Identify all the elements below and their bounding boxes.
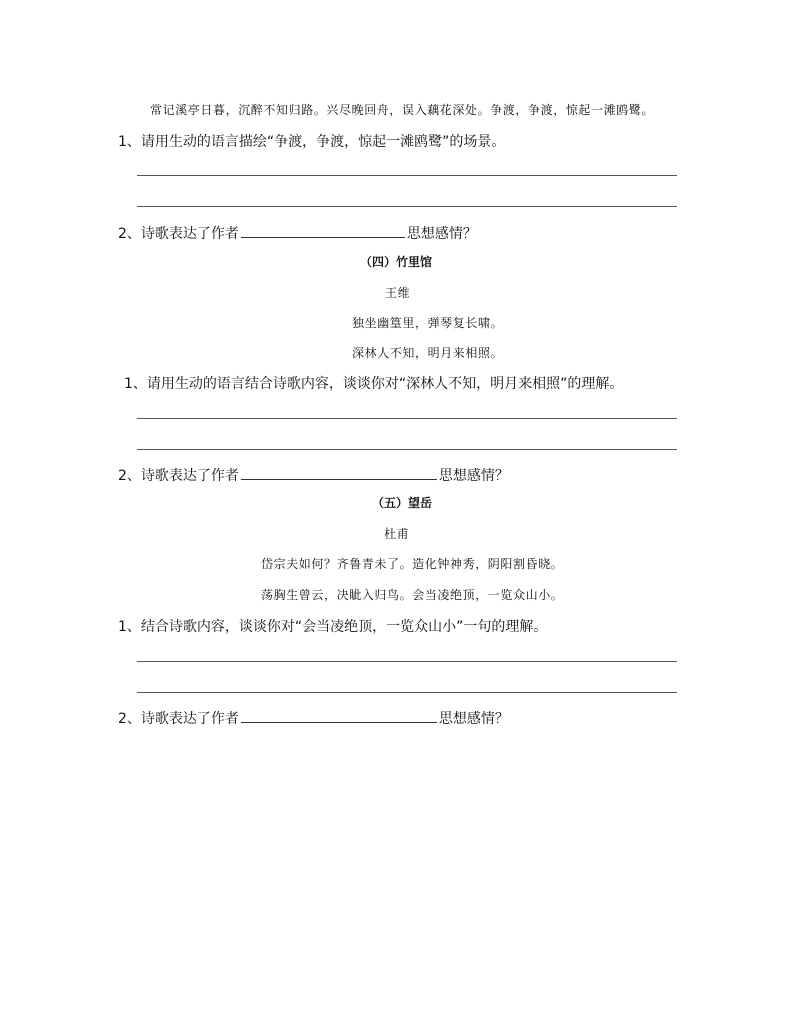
poem-author: 杜甫	[384, 527, 410, 541]
poem-line: 常记溪亭日暮，沉醉不知归路。兴尽晚回舟，误入藕花深处。争渡，争渡，惊起一滩鸥鹭。	[150, 103, 655, 117]
question-2	[118, 223, 477, 243]
fill-blank	[241, 465, 437, 480]
question-2-suffix: 思想感情？	[438, 468, 509, 484]
answer-line	[137, 692, 677, 693]
question-2	[118, 465, 509, 485]
fill-blank	[241, 223, 405, 238]
poem-line: 荡胸生曾云，决眦入归鸟。会当凌绝顶，一览众山小。	[261, 588, 564, 602]
answer-line	[137, 449, 677, 450]
poem-line: 岱宗夫如何？齐鲁青未了。造化钟神秀，阴阳割昏晓。	[261, 557, 564, 571]
answer-line	[137, 418, 677, 419]
poem-author: 王维	[385, 286, 411, 300]
poem-title: （五）望岳	[372, 496, 433, 510]
question-1: 1、请用生动的语言结合诗歌内容，谈谈你对“深林人不知，明月来相照”的理解。	[124, 376, 624, 392]
question-2-prefix: 2、诗歌表达了作者	[118, 468, 239, 484]
question-1: 1、结合诗歌内容，谈谈你对“会当凌绝顶，一览众山小”一句的理解。	[118, 619, 548, 635]
answer-line	[137, 661, 677, 662]
question-2-prefix: 2、诗歌表达了作者	[118, 226, 239, 242]
poem-title: （四）竹里馆	[360, 255, 433, 269]
answer-line	[137, 206, 677, 207]
fill-blank	[241, 708, 437, 723]
poem-line: 独坐幽篁里，弹琴复长啸。	[352, 316, 504, 330]
question-1: 1、请用生动的语言描绘“争渡，争渡，惊起一滩鸥鹭”的场景。	[118, 134, 506, 150]
question-2-suffix: 思想感情？	[406, 226, 477, 242]
poem-line: 深林人不知，明月来相照。	[352, 346, 504, 360]
question-2	[118, 708, 509, 728]
answer-line	[137, 175, 677, 176]
question-2-prefix: 2、诗歌表达了作者	[118, 711, 239, 727]
question-2-suffix: 思想感情？	[438, 711, 509, 727]
